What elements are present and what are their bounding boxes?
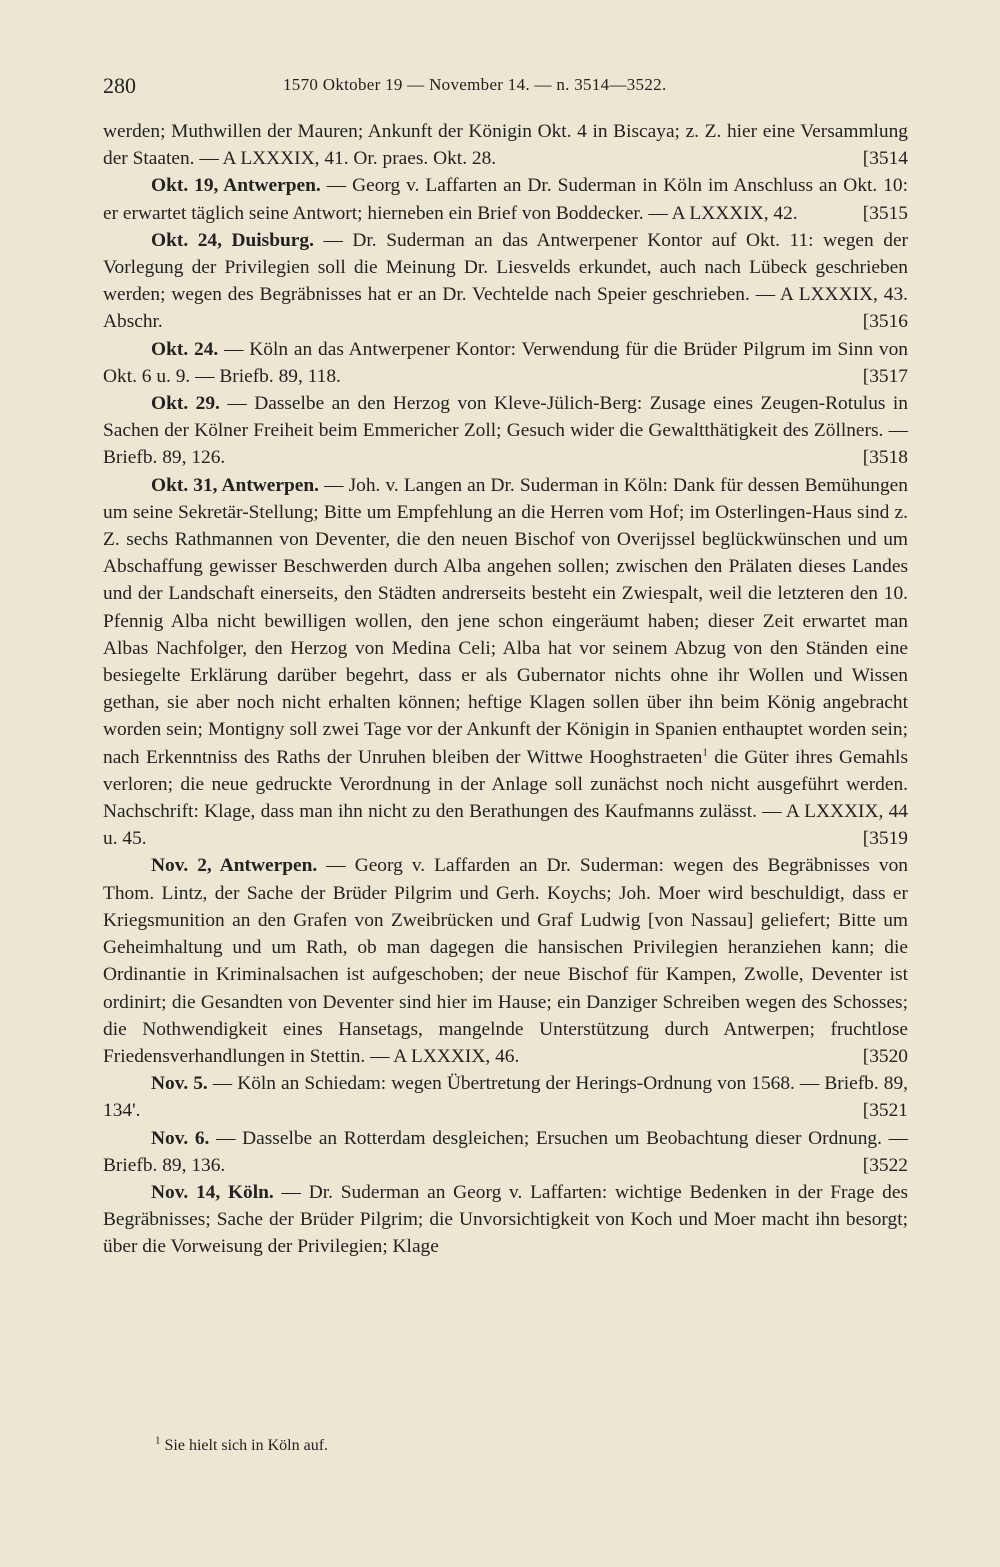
- page-number: 280: [103, 73, 136, 98]
- entry-3522: [103, 1125, 908, 1179]
- footnote-text: Sie hielt sich in Köln auf.: [164, 1437, 329, 1454]
- entry-text: — Dr. Suderman an das Antwerpener Kontor auf Okt. 11: wegen der Vorlegung der Privilegien soll die Meinung Dr. Liesvelds erkundet, auch nach Lübeck geschrieben werden; wegen des Begräbnisses hat er an Dr. Vechtelde nach Speier geschrieben. — A LXXXIX, 43. Abschr.: [103, 229, 909, 333]
- entry-date: Okt. 24.: [151, 338, 219, 360]
- footnote-number: 1: [155, 1434, 161, 1447]
- entry-text: — Georg v. Laffarten an Dr. Suderman in Köln im Anschluss an Okt. 10: er erwartet täglich seine Antwort; hierneben ein Brief von Boddecker. — A LXXXIX, 42.: [103, 175, 908, 224]
- entry-number: [3517: [862, 365, 908, 387]
- entry-3516: [103, 227, 908, 336]
- entry-number: [3516: [862, 311, 908, 333]
- entry-text: — Köln an das Antwerpener Kontor: Verwendung für die Brüder Pilgrum im Sinn von Okt. 6 u. 9. — Briefb. 89, 118.: [103, 338, 908, 387]
- entry-text: — Köln an Schiedam: wegen Übertretung der Herings-Ordnung von 1568. — Briefb. 89, 134'.: [103, 1073, 908, 1122]
- entry-date: Nov. 5.: [151, 1073, 208, 1095]
- footnote-marker: 1: [702, 746, 708, 759]
- entry-text: werden; Muthwillen der Mauren; Ankunft der Königin Okt. 4 in Biscaya; z. Z. hier eine Versammlung der Staaten. — A LXXXIX, 41. Or. praes. Okt. 28.: [103, 121, 908, 170]
- entry-text-continued: die Güter ihres Gemahls verloren; die neue gedruckte Verordnung in der Anlage soll zunächst noch nicht ausgeführt werden. Nachschrift: Klage, dass man ihn nicht zu den Berathungen des Kaufmanns zulässt. — A LXXXIX, 44 u. 45.: [103, 746, 908, 850]
- entry-date: Okt. 24, Duisburg.: [151, 229, 314, 251]
- entry-3517: [103, 336, 908, 390]
- entry-3520: [103, 852, 908, 1070]
- entry-3519: [103, 472, 908, 853]
- entry-number: [3514: [862, 148, 908, 170]
- entry-number: [3518: [862, 447, 908, 469]
- entry-text: — Joh. v. Langen an Dr. Suderman in Köln: Dank für dessen Bemühungen um seine Sekretär-Stellung; Bitte um Empfehlung an die Herren vom Hof; im Osterlingen-Haus sind z. Z. sechs Rathmannen von Deventer, die den neuen Bischof von Overijssel beglückwünschen und um Abschaffung gewisser Beschwerden durch Alba angehen sollen; zwischen den Prälaten dieses Landes und der Landschaft einerseits, den Städten andrerseits besteht ein Zwiespalt, weil die letzteren den 10. Pfennig Alba nicht bewilligen wollen, den jene schon eingeräumt haben; dieser Zeit erwartet man Albas Nachfolger, den Herzog von Medina Celi; Alba hat vor seinem Abzug von den Ständen eine besiegelte Erklärung darüber begehrt, dass er als Gubernator nichts ohne ihr Wollen und Wissen gethan, sie aber noch nicht erhalten können; heftige Klagen sollen über ihn beim König angebracht worden sein; Montigny soll zwei Tage vor der Ankunft der Königin in Spanien enthauptet worden sein; nach Erkenntniss des Raths der Unruhen bleiben der Wittwe Hooghstraeten: [103, 474, 908, 768]
- entry-text: — Dasselbe an Rotterdam desgleichen; Ersuchen um Beobachtung dieser Ordnung. — Briefb. 89, 136.: [103, 1127, 908, 1176]
- entry-3515: [103, 172, 908, 226]
- entry-date: Okt. 19, Antwerpen.: [151, 175, 321, 197]
- page-header: [103, 73, 908, 103]
- running-title: 1570 Oktober 19 — November 14. — n. 3514—3522.: [283, 75, 667, 94]
- entry-number: [3521: [862, 1100, 908, 1122]
- entry-number: [3522: [862, 1154, 908, 1176]
- entry-date: Nov. 14, Köln.: [151, 1181, 274, 1203]
- entry-date: Nov. 6.: [151, 1127, 210, 1149]
- entry-number: [3515: [862, 202, 908, 224]
- entry-number: [3520: [862, 1045, 908, 1067]
- entry-text: — Georg v. Laffarden an Dr. Suderman: wegen des Begräbnisses von Thom. Lintz, der Sache der Brüder Pilgrim und Gerh. Koychs; Joh. Moer wird beschuldigt, dass er Kriegsmunition an den Grafen von Zweibrücken und Graf Ludwig [von Nassau] geliefert; Bitte um Geheimhaltung und um Rath, ob man dagegen die hansischen Privilegien heranziehen kann; die Ordinantie in Kriminalsachen ist aufgeschoben; der neue Bischof für Kampen, Zwolle, Deventer ist ordinirt; die Gesandten von Deventer sind hier im Hause; ein Danziger Schreiben wegen des Schosses; die Nothwendigkeit eines Hansetags, mangelnde Unterstützung durch Antwerpen; fruchtlose Friedensverhandlungen in Stettin. — A LXXXIX, 46.: [103, 855, 908, 1067]
- entry-date: Okt. 29.: [151, 393, 220, 415]
- entry-3523: [103, 1179, 908, 1261]
- body-text: [103, 118, 908, 1261]
- entry-number: [3519: [862, 828, 908, 850]
- entry-3521: [103, 1070, 908, 1124]
- entry-3518: [103, 390, 908, 472]
- entry-text: — Dr. Suderman an Georg v. Laffarten: wichtige Bedenken in der Frage des Begräbnisses; Sache der Brüder Pilgrim; die Unvorsichtigkeit von Koch und Moer macht ihn besorgt; über die Vorweisung der Privilegien; Klage: [103, 1181, 908, 1258]
- entry-text: — Dasselbe an den Herzog von Kleve-Jülich-Berg: Zusage eines Zeugen-Rotulus in Sachen der Kölner Freiheit beim Emmericher Zoll; Gesuch wider die Gewaltthätigkeit des Zöllners. — Briefb. 89, 126.: [103, 393, 908, 469]
- entry-date: Nov. 2, Antwerpen.: [151, 855, 318, 877]
- entry-date: Okt. 31, Antwerpen.: [151, 474, 320, 496]
- footnote: [155, 1434, 895, 1455]
- entry-3514: [103, 118, 908, 172]
